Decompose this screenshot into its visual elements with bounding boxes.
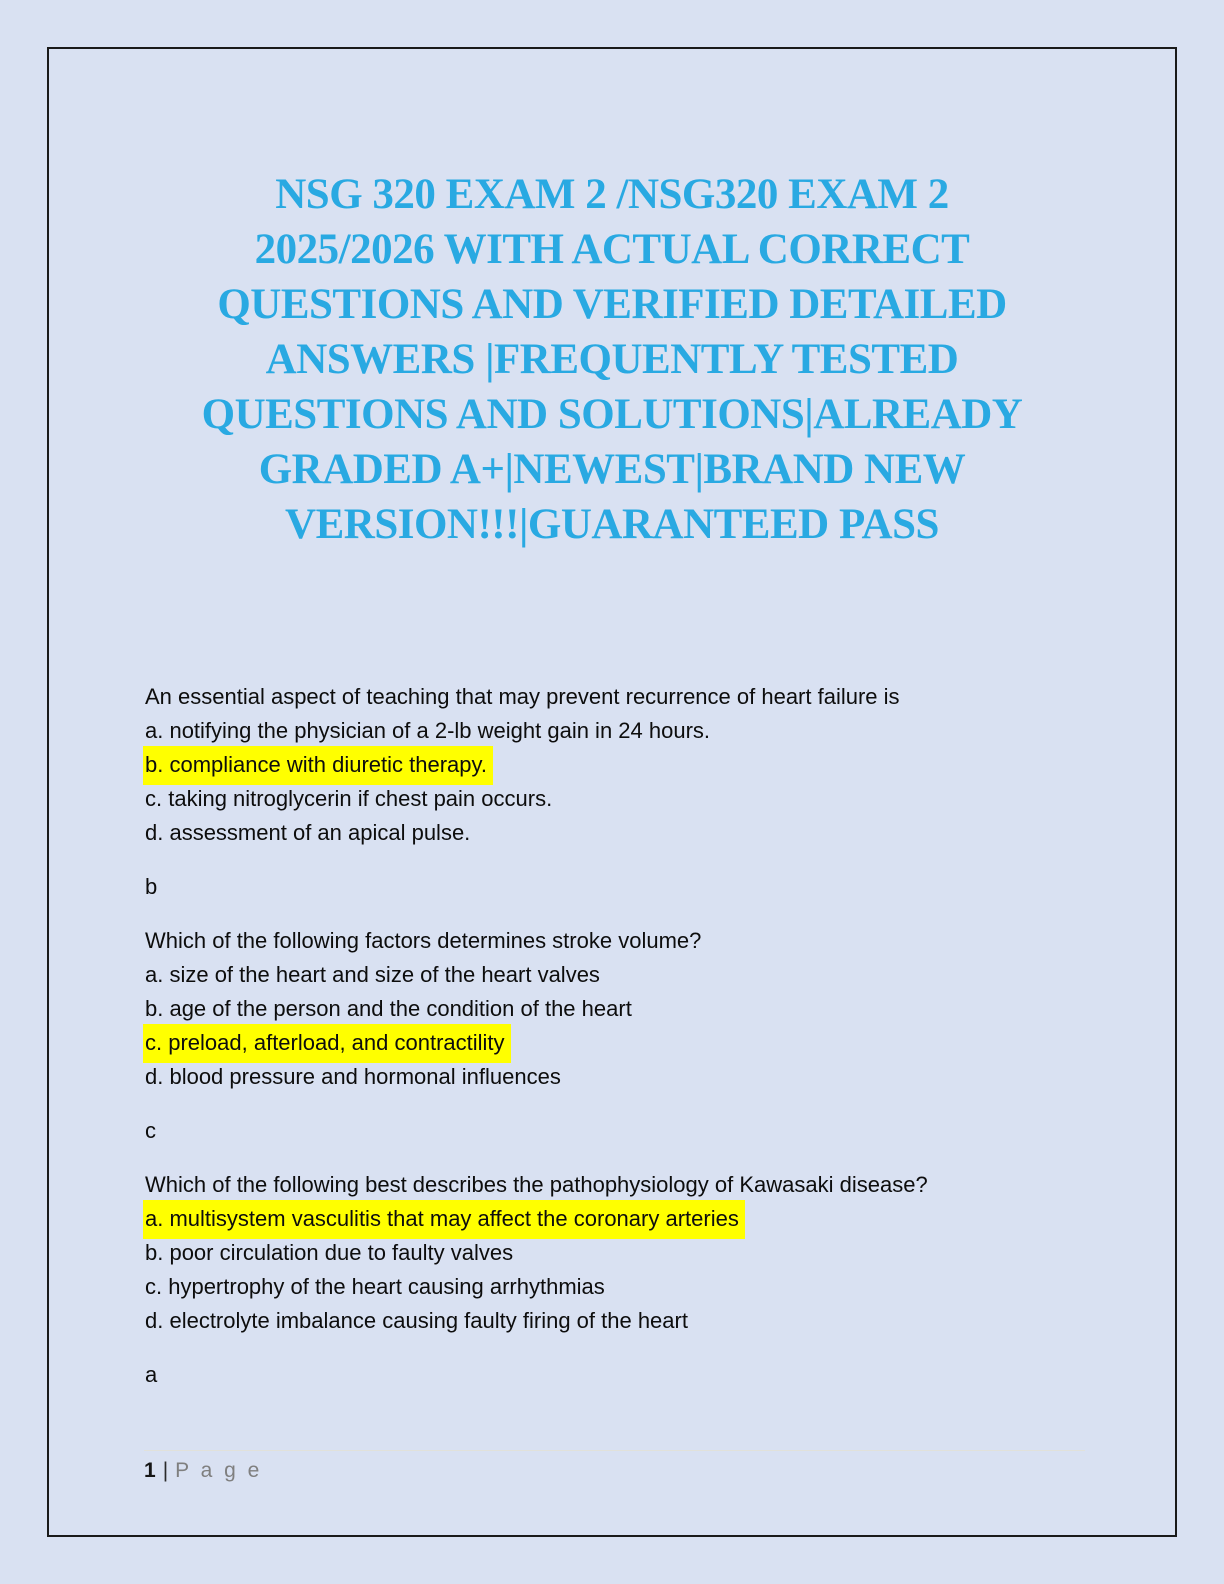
page-border-frame (47, 47, 1177, 1537)
option-text: d. blood pressure and hormonal influences (145, 1064, 561, 1089)
answer-option (145, 1236, 1090, 1270)
page-footer (144, 1450, 1085, 1483)
title-line: 2025/2026 WITH ACTUAL CORRECT (254, 226, 970, 273)
title-line: NSG 320 EXAM 2 /NSG320 EXAM 2 (275, 171, 949, 218)
option-text: c. taking nitroglycerin if chest pain occurs. (145, 786, 553, 811)
page-number: 1 (144, 1459, 156, 1482)
correct-answer-letter: b (145, 874, 158, 899)
answer-option (145, 782, 1090, 816)
correct-answer-letter: c (145, 1118, 156, 1143)
option-text: a. notifying the physician of a 2-lb weight gain in 24 hours. (145, 718, 711, 743)
answer-option (145, 714, 1090, 748)
option-text: a. size of the heart and size of the heart valves (145, 962, 600, 987)
option-text: b. poor circulation due to faulty valves (145, 1240, 514, 1265)
option-text: c. hypertrophy of the heart causing arrhythmias (145, 1274, 605, 1299)
question-text: Which of the following factors determines stroke volume? (145, 928, 702, 953)
title-line: QUESTIONS AND VERIFIED DETAILED (217, 281, 1007, 328)
answer-option (145, 1060, 1090, 1094)
highlighted-correct-option: b. compliance with diuretic therapy. (143, 746, 493, 785)
highlighted-correct-option: a. multisystem vasculitis that may affect the coronary arteries (143, 1200, 745, 1239)
question-list (145, 680, 1090, 1392)
answer-option (145, 958, 1090, 992)
answer-option (145, 1304, 1090, 1338)
question-block (145, 924, 1090, 1148)
document-title (87, 167, 1137, 552)
question-block (145, 680, 1090, 904)
question-text: Which of the following best describes the pathophysiology of Kawasaki disease? (145, 1172, 928, 1197)
correct-answer-letter: a (145, 1362, 158, 1387)
question-block (145, 1168, 1090, 1392)
title-line: VERSION!!!|GUARANTEED PASS (285, 501, 939, 548)
question-text: An essential aspect of teaching that may prevent recurrence of heart failure is (145, 684, 900, 709)
answer-option (145, 1026, 1090, 1060)
title-line: GRADED A+|NEWEST|BRAND NEW (258, 446, 966, 493)
footer-separator: | (162, 1459, 169, 1482)
answer-option (145, 816, 1090, 850)
answer-option (145, 1202, 1090, 1236)
option-text: b. age of the person and the condition of the heart (145, 996, 632, 1021)
option-text: d. assessment of an apical pulse. (145, 820, 471, 845)
title-line: QUESTIONS AND SOLUTIONS|ALREADY (201, 391, 1023, 438)
footer-page-label: P a g e (175, 1459, 263, 1482)
option-text: d. electrolyte imbalance causing faulty firing of the heart (145, 1308, 688, 1333)
answer-option (145, 992, 1090, 1026)
highlighted-correct-option: c. preload, afterload, and contractility (143, 1024, 511, 1063)
answer-option (145, 1270, 1090, 1304)
title-line: ANSWERS |FREQUENTLY TESTED (265, 336, 959, 383)
answer-option (145, 748, 1090, 782)
